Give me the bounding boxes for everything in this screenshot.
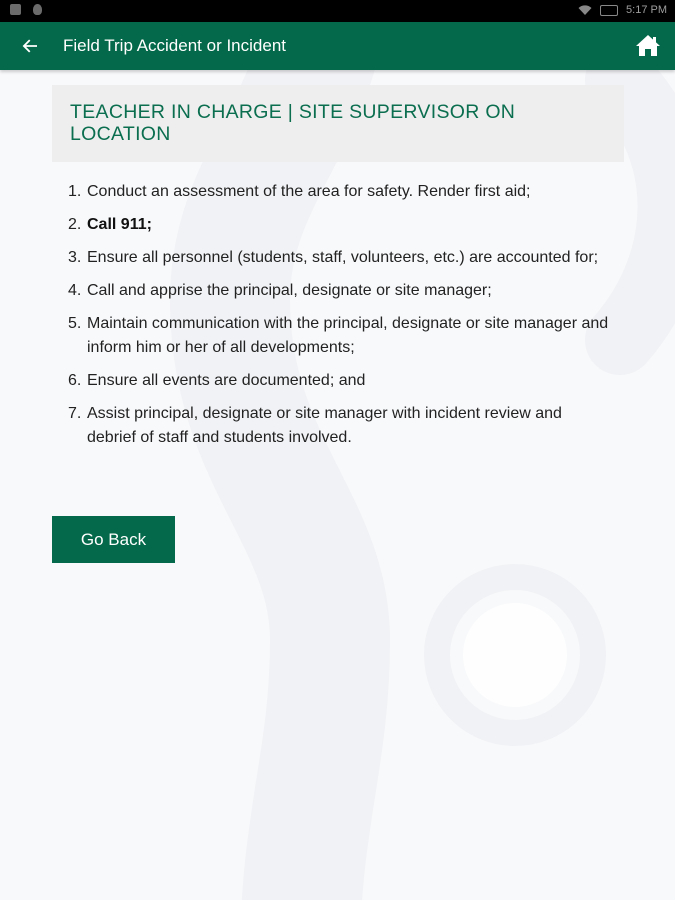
- list-item: [68, 246, 613, 270]
- wifi-icon: [578, 5, 592, 16]
- step-number: 7.: [68, 405, 82, 422]
- step-text: Assist principal, designate or site manager with incident review and debrief of staff and students involved.: [87, 405, 562, 446]
- back-button[interactable]: [18, 34, 42, 58]
- step-text: Ensure all personnel (students, staff, volunteers, etc.) are accounted for;: [87, 249, 599, 266]
- notification-icon: [10, 4, 21, 15]
- step-text: Conduct an assessment of the area for safety. Render first aid;: [87, 183, 531, 200]
- step-number: 6.: [68, 372, 82, 389]
- step-number: 4.: [68, 282, 82, 299]
- steps-list: [68, 180, 613, 450]
- step-number: 1.: [68, 183, 82, 200]
- list-item: [68, 180, 613, 204]
- home-button[interactable]: [635, 33, 661, 59]
- section-title: TEACHER IN CHARGE | SITE SUPERVISOR ON LOCATION: [70, 101, 516, 145]
- section-header: [52, 85, 624, 162]
- list-item: [68, 312, 613, 360]
- arrow-left-icon: [18, 34, 42, 58]
- step-text: Call 911;: [87, 216, 152, 233]
- go-back-button[interactable]: Go Back: [52, 516, 175, 563]
- status-bar: [0, 0, 675, 22]
- list-item: [68, 402, 613, 450]
- status-time: 5:17 PM: [626, 4, 667, 16]
- battery-icon: [600, 5, 618, 16]
- content: [52, 85, 624, 549]
- step-text: Ensure all events are documented; and: [87, 372, 366, 389]
- step-text: Call and apprise the principal, designate or site manager;: [87, 282, 492, 299]
- app-bar: [0, 22, 675, 70]
- step-text: Maintain communication with the principal, designate or site manager and inform him or her of all developments;: [87, 315, 609, 356]
- app-title: Field Trip Accident or Incident: [63, 36, 287, 55]
- step-number: 5.: [68, 315, 82, 332]
- list-item: [68, 279, 613, 303]
- step-number: 3.: [68, 249, 82, 266]
- list-item: [68, 369, 613, 393]
- android-icon: [33, 4, 42, 15]
- step-number: 2.: [68, 216, 82, 233]
- home-icon: [635, 33, 661, 59]
- list-item: [68, 213, 613, 237]
